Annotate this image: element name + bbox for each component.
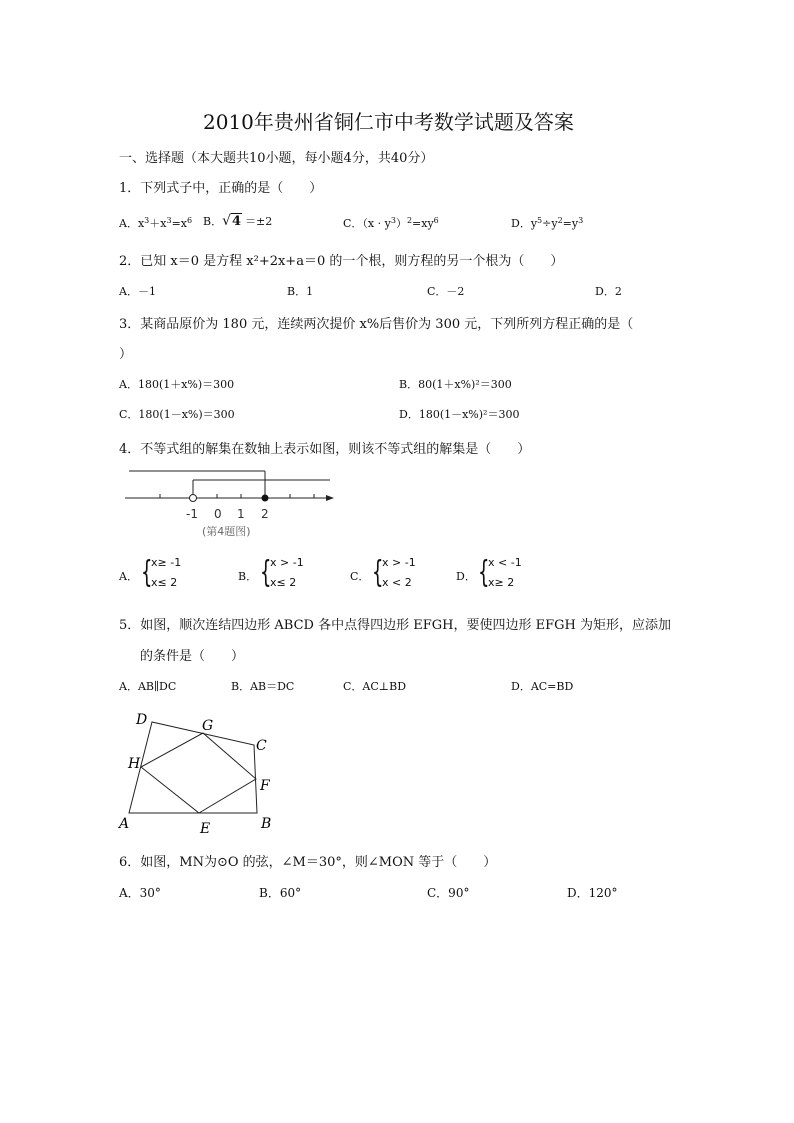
tick-label: -1 (186, 507, 198, 521)
q3-option-c: C．180(1－x%)＝300 (119, 408, 235, 421)
vertex-label-c: C (256, 738, 267, 754)
q1-stem: 1．下列式子中，正确的是（ ） (119, 181, 323, 196)
vertex-label-a: A (119, 816, 130, 832)
q4-b-bottom: x≤ 2 (270, 576, 297, 589)
q4-a-label: A． (119, 570, 138, 583)
q4-a-top: x≥ -1 (151, 556, 182, 569)
q1-d-exp1: 5 (537, 216, 543, 225)
q4-b-label: B． (238, 570, 258, 583)
q1-d-div: ÷y (542, 217, 558, 230)
q2-stem: 2．已知 x＝0 是方程 x²+2x+a＝0 的一个根，则方程的另一个根为（ ） (119, 254, 564, 269)
q3-stem: 3．某商品原价为 180 元，连续两次提价 x%后售价为 300 元，下列所列方程正确的是（ (119, 317, 634, 332)
quadrilateral-efgh (141, 733, 256, 813)
closed-endpoint-icon (262, 495, 269, 502)
q1-d-eq: =y (562, 217, 579, 230)
q6-option-d: D．120° (567, 886, 618, 900)
vertex-label-b: B (261, 816, 272, 832)
quadrilateral-figure (110, 705, 290, 840)
tick-label: 0 (214, 507, 222, 521)
q1-d-label: D． (511, 217, 531, 230)
q4-d-bottom: x≥ 2 (488, 576, 515, 589)
q4-option-a (119, 556, 219, 592)
q1-c-exp3: 6 (433, 216, 439, 225)
q1-c-close: ） (395, 217, 407, 230)
q5-stem-cont: 的条件是（ ） (140, 649, 245, 664)
q3-option-a: A．180(1＋x%)＝300 (119, 378, 235, 391)
q1-c-text: （x · y (362, 217, 391, 230)
q4-option-c (350, 556, 450, 592)
q6-option-b: B．60° (259, 886, 302, 900)
q1-a-base1: x (137, 217, 145, 230)
q1-a-base2: ＋x (149, 217, 167, 230)
q1-d-exp2: 2 (557, 216, 563, 225)
open-endpoint-icon (190, 495, 197, 502)
q6-option-a: A．30° (119, 886, 161, 900)
vertex-label-e: E (200, 821, 211, 837)
brace-icon: { (260, 555, 272, 590)
q1-d-exp3: 3 (578, 216, 584, 225)
q1-c-label: C． (343, 217, 363, 230)
brace-icon: { (478, 555, 490, 590)
q3-stem-cont: ） (119, 347, 133, 362)
q1-a-exp2: 3 (166, 216, 172, 225)
q5-option-c: C．AC⊥BD (343, 680, 407, 693)
q4-b-top: x > -1 (270, 556, 304, 569)
q1-b-label: B． (203, 215, 223, 228)
q6-stem: 6．如图，MN为⊙O 的弦，∠M＝30°，则∠MON 等于（ ） (119, 855, 497, 870)
tick-label: 1 (237, 507, 245, 521)
q2-option-c: C．－2 (427, 285, 465, 298)
brace-icon: { (141, 555, 153, 590)
number-line-figure (120, 462, 350, 542)
q4-d-label: D． (456, 570, 476, 583)
q4-c-bottom: x < 2 (382, 576, 412, 589)
q3-option-b: B．80(1＋x%)²＝300 (399, 378, 512, 391)
q6-option-c: C．90° (427, 886, 470, 900)
figure-caption: (第4题图) (202, 525, 251, 538)
q4-a-bottom: x≤ 2 (151, 576, 178, 589)
q1-b-radicand: 4 (232, 214, 242, 229)
q1-d-text: y (530, 217, 538, 230)
q5-option-b: B．AB＝DC (231, 680, 295, 693)
q1-c-exp1: 3 (390, 216, 396, 225)
q1-b-rest: ＝±2 (245, 215, 273, 228)
vertex-label-f: F (260, 778, 270, 794)
vertex-label-d: D (136, 712, 148, 728)
q4-c-top: x > -1 (382, 556, 416, 569)
q5-stem: 5．如图，顺次连结四边形 ABCD 各中点得四边形 EFGH，要使四边形 EFGH 为矩形，应添加 (119, 618, 671, 633)
quadrilateral-abcd (129, 722, 257, 813)
q1-c-eq: =xy (412, 217, 434, 230)
q1-a-exp3: 6 (187, 216, 193, 225)
q5-option-d: D．AC=BD (511, 680, 574, 693)
q2-option-a: A．－1 (119, 285, 156, 298)
q2-option-d: D．2 (595, 285, 622, 298)
q1-option-c (343, 215, 439, 231)
q5-option-a: A．AB∥DC (119, 680, 177, 693)
q4-stem: 4．不等式组的解集在数轴上表示如图，则该不等式组的解集是（ ） (119, 442, 531, 457)
vertex-label-h: H (128, 756, 141, 772)
axis-arrow-icon (326, 495, 334, 501)
tick-label: 2 (261, 507, 269, 521)
q3-option-d: D．180(1－x%)²＝300 (399, 408, 520, 421)
q4-option-d (456, 556, 556, 592)
q4-d-top: x < -1 (488, 556, 522, 569)
q2-option-b: B．1 (287, 285, 314, 298)
q1-c-exp2: 2 (406, 216, 413, 225)
q4-option-b (238, 556, 338, 592)
page-title: 2010年贵州省铜仁市中考数学试题及答案 (203, 110, 574, 134)
q1-a-result: =x (171, 217, 187, 230)
q1-a-exp1: 3 (144, 216, 150, 225)
q1-option-a (119, 215, 192, 231)
brace-icon: { (372, 555, 384, 590)
q1-option-d (511, 215, 583, 231)
section-heading: 一、选择题（本大题共10小题，每小题4分，共40分） (119, 151, 434, 166)
q1-option-b (203, 213, 272, 229)
q1-a-label: A． (119, 217, 138, 230)
q4-c-label: C． (350, 570, 370, 583)
vertex-label-g: G (202, 718, 214, 734)
sqrt-symbol: √ (222, 213, 232, 229)
